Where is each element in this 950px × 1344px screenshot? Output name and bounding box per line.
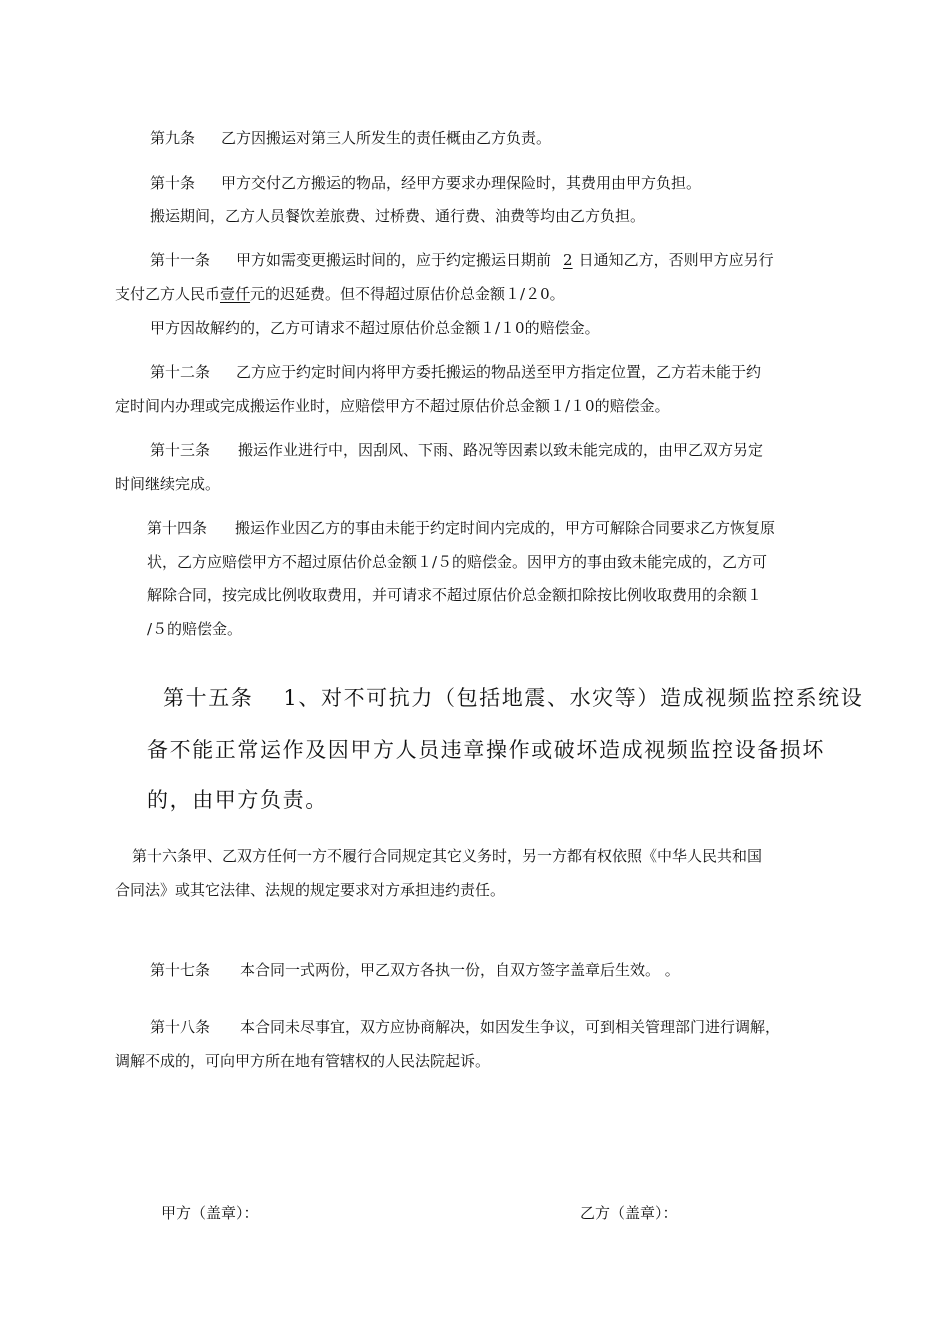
clause-18-line-2: 调解不成的，可向甲方所在地有管辖权的人民法院起诉。 bbox=[115, 1052, 491, 1070]
clause-11-text-d: 元的迟延费。但不得超过原估价总金额１/２0。 bbox=[250, 285, 565, 303]
clause-11-line-3: 甲方因故解约的，乙方可请求不超过原估价总金额１/１0的赔偿金。 bbox=[150, 319, 600, 337]
clause-11-text-a: 甲方如需变更搬运时间的，应于约定搬运日期前 bbox=[236, 251, 552, 269]
clause-13-line-1 bbox=[150, 440, 763, 460]
clause-10-line-2: 搬运期间，乙方人员餐饮差旅费、过桥费、通行费、油费等均由乙方负担。 bbox=[150, 207, 646, 225]
clause-16-line-2: 合同法》或其它法律、法规的规定要求对方承担违约责任。 bbox=[115, 881, 506, 899]
clause-11-text-c: 支付乙方人民币 bbox=[115, 285, 221, 303]
clause-11-fee-amount: 壹仟 bbox=[220, 285, 251, 303]
clause-18-line-1 bbox=[150, 1017, 780, 1037]
clause-11-notice-days: 2 bbox=[563, 251, 573, 269]
clause-10-number: 第十条 bbox=[150, 174, 196, 192]
clause-10-text: 甲方交付乙方搬运的物品，经甲方要求办理保险时，其费用由甲方负担。 bbox=[221, 174, 702, 192]
clause-13-number: 第十三条 bbox=[150, 441, 211, 459]
clause-15-line-1 bbox=[163, 684, 863, 712]
clause-14-number: 第十四条 bbox=[147, 519, 208, 537]
clause-12-line-1 bbox=[150, 362, 761, 382]
clause-15-line-3: 的，由甲方负责。 bbox=[147, 788, 328, 812]
clause-12-number: 第十二条 bbox=[150, 363, 211, 381]
clause-14-line-4: /５的赔偿金。 bbox=[147, 620, 243, 638]
clause-12-text: 乙方应于约定时间内将甲方委托搬运的物品送至甲方指定位置，乙方若未能于约 bbox=[236, 363, 762, 381]
clause-11-line-2 bbox=[115, 284, 565, 304]
clause-15-text: 1、对不可抗力（包括地震、水灾等）造成视频监控系统设 bbox=[283, 686, 864, 710]
clause-11-text-b: 日通知乙方，否则甲方应另行 bbox=[578, 251, 774, 269]
clause-17-line-1 bbox=[150, 960, 680, 980]
clause-16-line-1: 第十六条甲、乙双方任何一方不履行合同规定其它义务时，另一方都有权依照《中华人民共和国 bbox=[132, 847, 763, 865]
clause-15-number: 第十五条 bbox=[163, 686, 254, 710]
clause-15-line-2: 备不能正常运作及因甲方人员违章操作或破坏造成视频监控设备损坏 bbox=[147, 738, 825, 762]
clause-11-number: 第十一条 bbox=[150, 251, 211, 269]
clause-11-line-1 bbox=[150, 250, 774, 270]
clause-18-number: 第十八条 bbox=[150, 1018, 211, 1036]
clause-18-text: 本合同未尽事宜，双方应协商解决，如因发生争议，可到相关管理部门进行调解， bbox=[240, 1018, 781, 1036]
clause-9-line-1 bbox=[150, 128, 551, 148]
clause-13-text: 搬运作业进行中，因刮风、下雨、路况等因素以致未能完成的，由甲乙双方另定 bbox=[238, 441, 764, 459]
clause-9-number: 第九条 bbox=[150, 129, 196, 147]
party-a-signature-label: 甲方（盖章）： bbox=[161, 1204, 259, 1222]
clause-9-text: 乙方因搬运对第三人所发生的责任概由乙方负责。 bbox=[221, 129, 552, 147]
clause-17-number: 第十七条 bbox=[150, 961, 211, 979]
clause-12-line-2: 定时间内办理或完成搬运作业时，应赔偿甲方不超过原估价总金额１/１0的赔偿金。 bbox=[115, 397, 670, 415]
clause-14-text: 搬运作业因乙方的事由未能于约定时间内完成的，甲方可解除合同要求乙方恢复原 bbox=[235, 519, 776, 537]
clause-17-text: 本合同一式两份，甲乙双方各执一份，自双方签字盖章后生效。 。 bbox=[240, 961, 680, 979]
party-b-signature-label: 乙方（盖章）： bbox=[580, 1204, 678, 1222]
clause-13-line-2: 时间继续完成。 bbox=[115, 475, 221, 493]
clause-10-line-1 bbox=[150, 173, 701, 193]
clause-14-line-2: 状，乙方应赔偿甲方不超过原估价总金额１/５的赔偿金。因甲方的事由致未能完成的，乙方可 bbox=[147, 553, 768, 571]
clause-14-line-3: 解除合同，按完成比例收取费用，并可请求不超过原估价总金额扣除按比例收取费用的余额１ bbox=[147, 586, 763, 604]
clause-14-line-1 bbox=[147, 518, 775, 538]
